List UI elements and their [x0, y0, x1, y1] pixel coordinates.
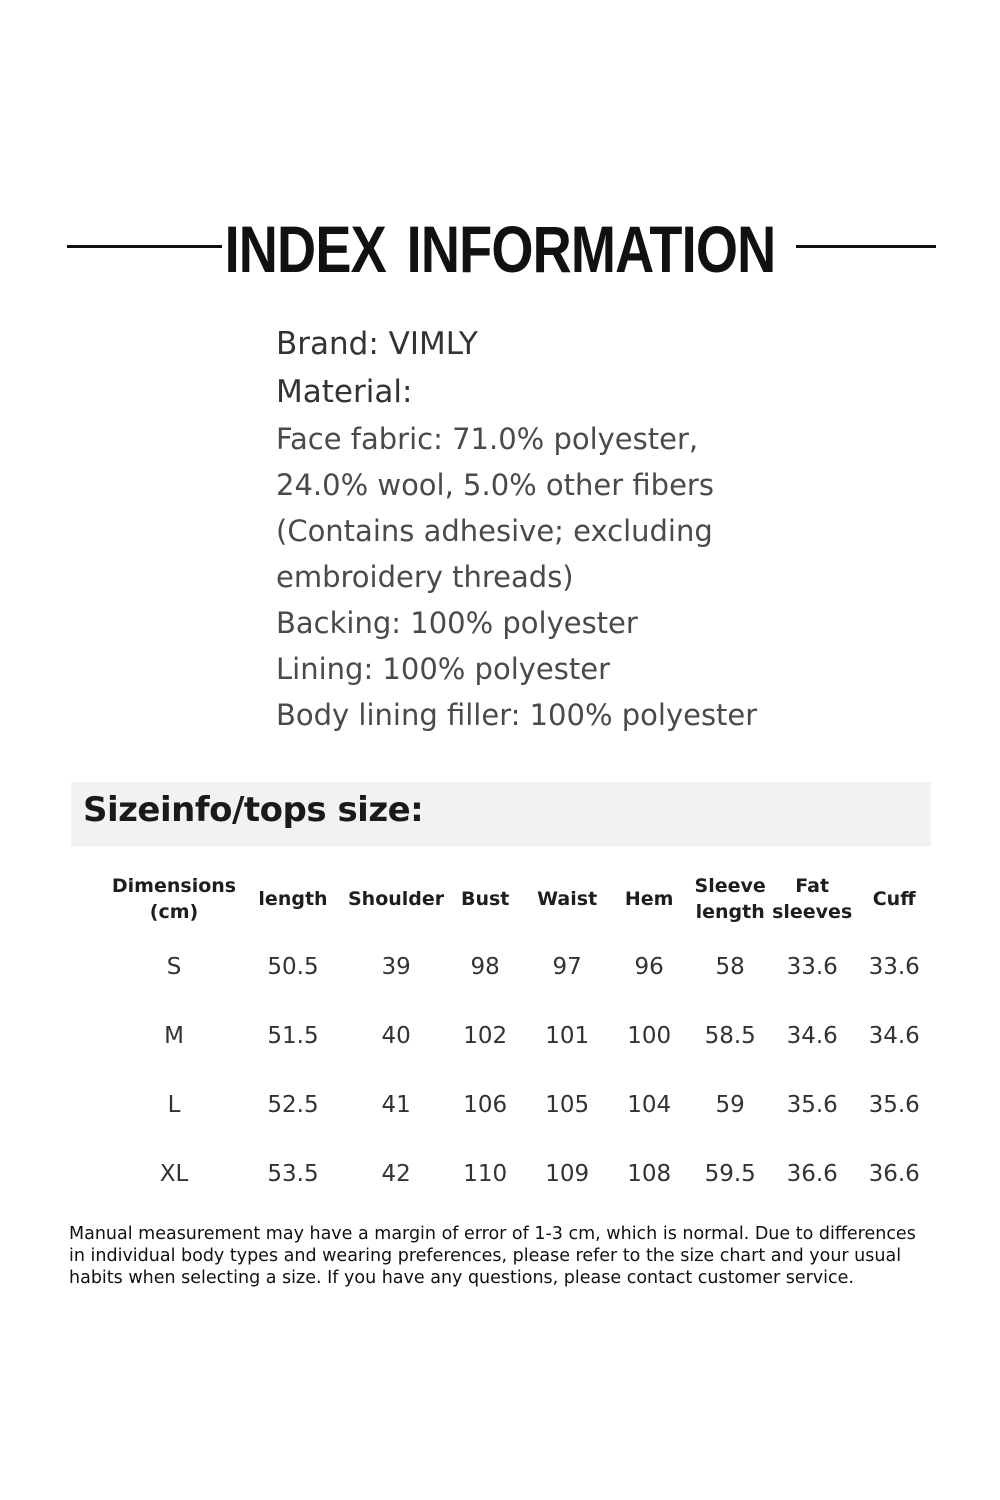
brand-line: Brand: VIMLY — [276, 326, 478, 362]
col-header-length: length — [258, 888, 328, 910]
product-info — [276, 320, 976, 738]
col-header-waist: Waist — [537, 888, 598, 910]
size-label: L — [167, 1091, 181, 1118]
size-label: S — [166, 953, 182, 980]
measurement-note — [69, 1223, 969, 1289]
size-label: XL — [159, 1160, 189, 1187]
size-chart-panel — [55, 770, 935, 1210]
col-header-shoulder: Shoulder — [348, 888, 445, 910]
table-cell: 36.6 — [868, 1160, 920, 1187]
material-line: Face fabric: 71.0% polyester, — [276, 422, 699, 456]
note-line: in individual body types and wearing preferences, please refer to the size chart and your usual — [69, 1246, 902, 1266]
col-header-fat-sleeves: Fat sleeves — [772, 875, 853, 923]
col-header-bust: Bust — [460, 888, 510, 910]
table-cell: 59.5 — [704, 1160, 756, 1187]
table-cell: 98 — [470, 953, 500, 980]
note-line: habits when selecting a size. If you have any questions, please contact customer service. — [69, 1268, 854, 1288]
table-cell: 58.5 — [704, 1022, 756, 1049]
lining-line: Lining: 100% polyester — [276, 652, 611, 686]
table-cell: 35.6 — [868, 1091, 920, 1118]
table-cell: 110 — [463, 1160, 508, 1187]
note-line: Manual measurement may have a margin of error of 1-3 cm, which is normal. Due to differences — [69, 1224, 916, 1244]
table-cell: 42 — [381, 1160, 411, 1187]
table-cell: 41 — [381, 1091, 411, 1118]
material-line: 24.0% wool, 5.0% other fibers — [276, 468, 714, 502]
table-cell: 34.6 — [786, 1022, 838, 1049]
size-chart-header — [71, 782, 931, 846]
backing-line: Backing: 100% polyester — [276, 606, 638, 640]
material-line: embroidery threads) — [276, 560, 574, 594]
col-header-sleeve-length: Sleeve length — [694, 875, 766, 923]
table-cell: 39 — [381, 953, 411, 980]
size-chart-title: Sizeinfo/tops size: — [83, 790, 424, 830]
table-cell: 40 — [381, 1022, 411, 1049]
size-label: M — [164, 1022, 184, 1049]
table-cell: 105 — [545, 1091, 590, 1118]
table-cell: 33.6 — [786, 953, 838, 980]
table-row — [110, 1070, 934, 1139]
table-cell: 100 — [627, 1022, 672, 1049]
table-cell: 50.5 — [267, 953, 319, 980]
table-cell: 96 — [634, 953, 664, 980]
filler-line: Body lining filler: 100% polyester — [276, 698, 758, 732]
table-cell: 36.6 — [786, 1160, 838, 1187]
table-row — [110, 1139, 934, 1208]
col-header-hem: Hem — [624, 888, 674, 910]
material-line: (Contains adhesive; excluding — [276, 514, 713, 548]
size-table-header-row — [110, 866, 934, 932]
table-cell: 59 — [715, 1091, 745, 1118]
table-cell: 102 — [463, 1022, 508, 1049]
table-cell: 34.6 — [868, 1022, 920, 1049]
material-label: Material: — [276, 374, 413, 410]
size-table — [110, 866, 934, 1208]
table-row — [110, 1001, 934, 1070]
table-cell: 58 — [715, 953, 745, 980]
table-cell: 51.5 — [267, 1022, 319, 1049]
table-cell: 108 — [627, 1160, 672, 1187]
title-rule-right — [796, 245, 936, 248]
table-cell: 101 — [545, 1022, 590, 1049]
table-cell: 53.5 — [267, 1160, 319, 1187]
col-header-dimensions: Dimensions (cm) — [111, 875, 237, 923]
table-cell: 97 — [552, 953, 582, 980]
table-row — [110, 932, 934, 1001]
col-header-cuff: Cuff — [872, 888, 916, 910]
page-title: INDEX INFORMATION — [224, 212, 776, 286]
table-cell: 33.6 — [868, 953, 920, 980]
table-cell: 106 — [463, 1091, 508, 1118]
table-cell: 109 — [545, 1160, 590, 1187]
table-cell: 104 — [627, 1091, 672, 1118]
table-cell: 35.6 — [786, 1091, 838, 1118]
table-cell: 52.5 — [267, 1091, 319, 1118]
